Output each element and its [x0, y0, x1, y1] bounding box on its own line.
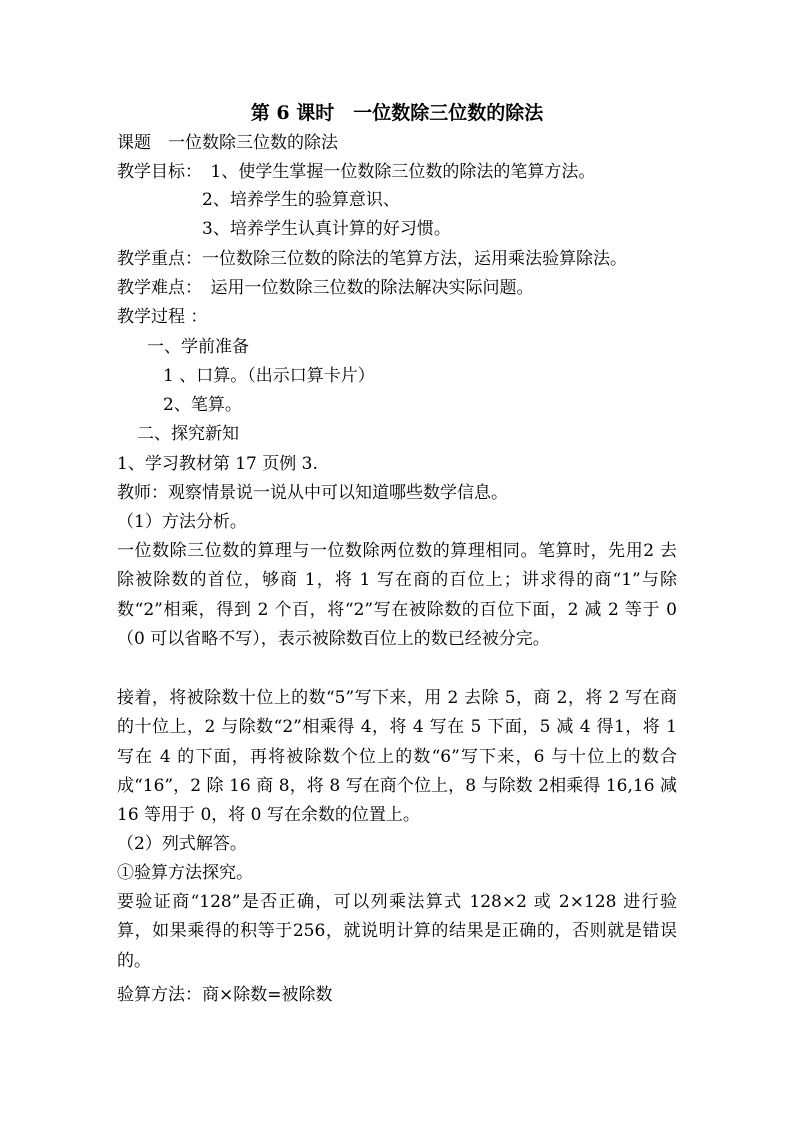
- verify-heading: ①验算方法探究。: [117, 863, 253, 883]
- verification-formula: 验算方法：商×除数=被除数: [117, 985, 333, 1005]
- paragraph-steps: 接着，将被除数十位上的数“5”写下来，用 2 去除 5，商 2，将 2 写在商的十位上，2 与除数“2”相乘得 4，将 4 写在 5 下面，5 减 4 得1，将 1 写在 4 的下面，再将被除数个位上的数“6”写下来，6 与十位上的数合成“16”，2 除 16 商 8，将 8 写在商个位上，8 与除数 2相乘得 16,16 减 16 等用于 0，将 0 写在余数的位置上。: [117, 688, 677, 826]
- study-line: 1、学习教材第 17 页例 3.: [117, 454, 318, 474]
- topic-line: 课题 一位数除三位数的除法: [117, 133, 338, 153]
- goal-line-1: 教学目标： 1、使学生掌握一位数除三位数的除法的笔算方法。: [117, 162, 596, 182]
- paragraph-verification: 要验证商“128”是否正确，可以列乘法算式 128×2 或 2×128 进行验算，如果乘得的积等于256，就说明计算的结果是正确的，否则就是错误的。: [117, 892, 677, 971]
- oral-item: 1 、口算。（出示口算卡片）: [163, 366, 375, 386]
- method-heading: （1）方法分析。: [117, 512, 247, 532]
- answer-heading: （2）列式解答。: [117, 834, 247, 854]
- paragraph-algorithm: 一位数除三位数的算理与一位数除两位数的算理相同。笔算时，先用2 去除被除数的首位，够商 1，将 1 写在商的百位上；讲求得的商“1”与除数“2”相乘，得到 2 个百，将“2”写在被除数的百位下面，2 减 2 等于 0（0 可以省略不写），表示被除数百位上的数已经被分完。: [117, 541, 677, 649]
- teacher-line: 教师：观察情景说一说从中可以知道哪些数学信息。: [117, 483, 508, 503]
- section-heading-2: 二、探究新知: [137, 424, 239, 444]
- written-item: 2、笔算。: [163, 395, 242, 415]
- goal-line-3: 3、培养学生认真计算的好习惯。: [202, 219, 451, 239]
- goal-line-2: 2、培养学生的验算意识、: [202, 190, 400, 210]
- key-point-line: 教学重点：一位数除三位数的除法的笔算方法，运用乘法验算除法。: [117, 249, 627, 269]
- section-heading-1: 一、学前准备: [147, 337, 249, 357]
- lesson-title: 第 6 课时 一位数除三位数的除法: [250, 102, 544, 124]
- process-heading: 教学过程 ：: [117, 307, 208, 327]
- difficulty-line: 教学难点： 运用一位数除三位数的除法解决实际问题。: [117, 278, 534, 298]
